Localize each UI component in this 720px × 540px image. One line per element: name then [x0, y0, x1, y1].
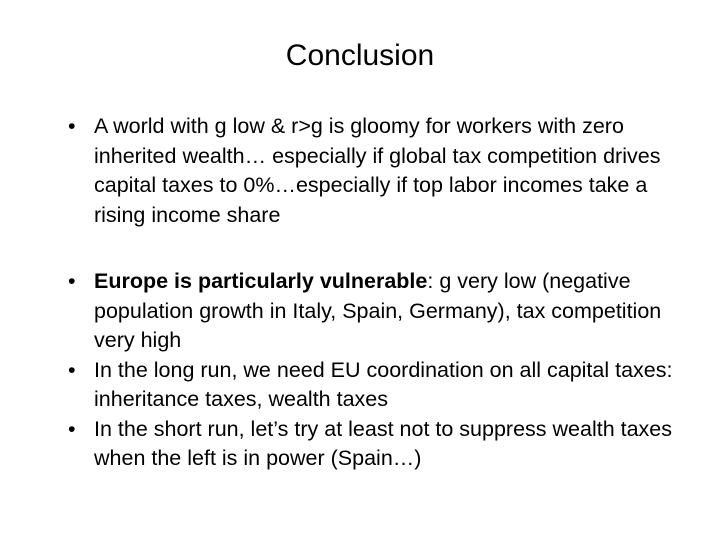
bullet-text: : g very low (negative population growth in Italy, Spain, Germany), tax competition very high: [94, 269, 662, 352]
bullet-text: In the short run, let’s try at least not to suppress wealth taxes when the left is in power (Spain…): [94, 416, 673, 470]
bullet-icon: •: [68, 416, 76, 441]
bullet-icon: •: [68, 114, 76, 138]
slide-title: Conclusion: [285, 39, 435, 72]
bullet-text: In the long run, we need EU coordination on all capital taxes: inheritance taxes, wealth taxes: [94, 357, 673, 411]
bullet-list-bottom: [60, 267, 692, 474]
bullet-bold-text: Europe is particularly vulnerable: [94, 269, 428, 293]
bullet-icon: •: [68, 269, 76, 293]
bullet-item: [60, 112, 692, 230]
bullet-icon: •: [68, 357, 76, 382]
bullet-item: [60, 267, 692, 356]
bullet-item: [60, 415, 692, 474]
bullet-list-top: [60, 112, 692, 230]
bullet-text: A world with g low & r>g is gloomy for workers with zero inherited wealth… especially if global tax competition drives capital taxes to 0%…especially if top labor incomes take a rising income share: [94, 114, 661, 227]
bullet-item: [60, 356, 692, 415]
